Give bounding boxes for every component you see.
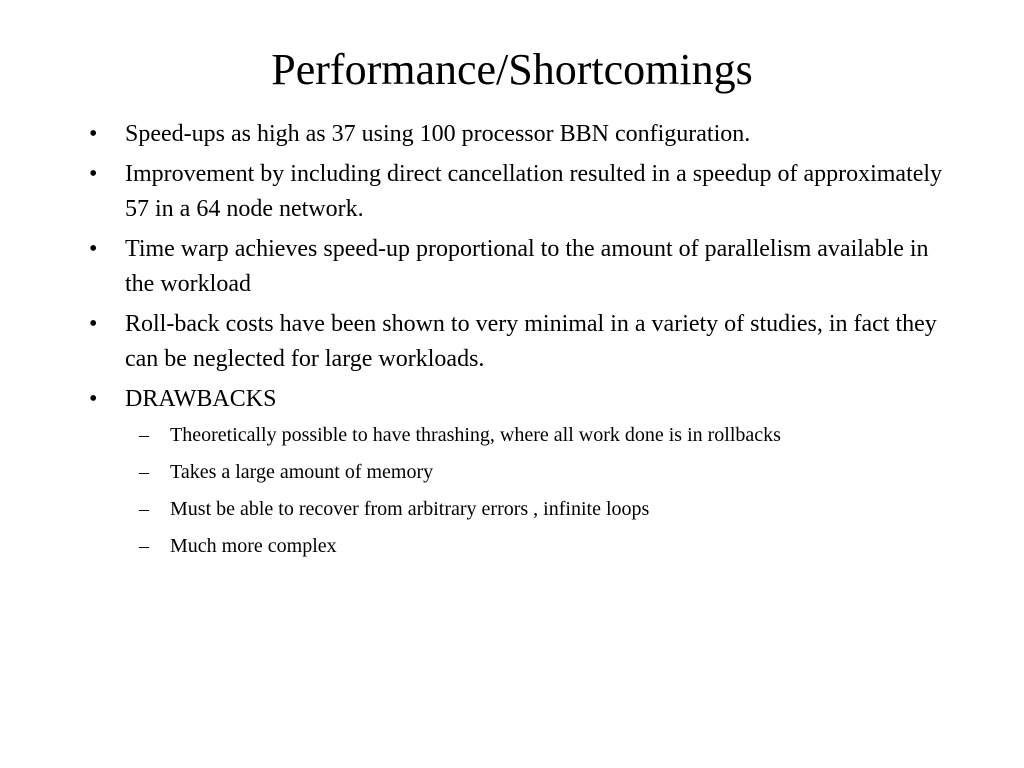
sub-bullet-item xyxy=(125,457,946,488)
bullet-marker: • xyxy=(89,121,98,147)
bullet-marker: • xyxy=(89,311,98,337)
bullet-marker: • xyxy=(89,386,98,412)
sub-bullet-text: Theoretically possible to have thrashing, where all work done is in rollbacks xyxy=(170,424,781,446)
sub-bullet-item xyxy=(125,420,946,451)
sub-bullet-text: Must be able to recover from arbitrary errors , infinite loops xyxy=(170,498,650,520)
sub-bullet-text: Much more complex xyxy=(170,535,337,557)
sub-bullet-marker: – xyxy=(139,535,149,557)
bullet-text: Time warp achieves speed-up proportional to the amount of parallelism available in the workload xyxy=(125,236,929,297)
bullet-text: Speed-ups as high as 37 using 100 processor BBN configuration. xyxy=(125,121,751,147)
bullet-marker: • xyxy=(89,236,98,262)
sub-bullet-text: Takes a large amount of memory xyxy=(170,461,434,483)
bullet-item-drawbacks xyxy=(86,382,946,562)
bullet-list xyxy=(86,117,946,568)
slide-title: Performance/Shortcomings xyxy=(271,45,753,94)
bullet-item xyxy=(86,157,946,227)
bullet-item xyxy=(86,307,946,377)
bullet-text: Roll-back costs have been shown to very minimal in a variety of studies, in fact they can be neglected for large workloads. xyxy=(125,311,937,372)
bullet-marker: • xyxy=(89,161,98,187)
sub-bullet-item xyxy=(125,494,946,525)
drawbacks-sub-list xyxy=(125,420,946,562)
sub-bullet-item xyxy=(125,531,946,562)
sub-bullet-marker: – xyxy=(139,424,149,446)
bullet-item xyxy=(86,232,946,302)
sub-bullet-marker: – xyxy=(139,498,149,520)
bullet-text: Improvement by including direct cancellation resulted in a speedup of approximately 57 in a 64 node network. xyxy=(125,161,943,222)
bullet-item xyxy=(86,117,946,152)
bullet-text: DRAWBACKS xyxy=(125,386,277,412)
sub-bullet-marker: – xyxy=(139,461,149,483)
